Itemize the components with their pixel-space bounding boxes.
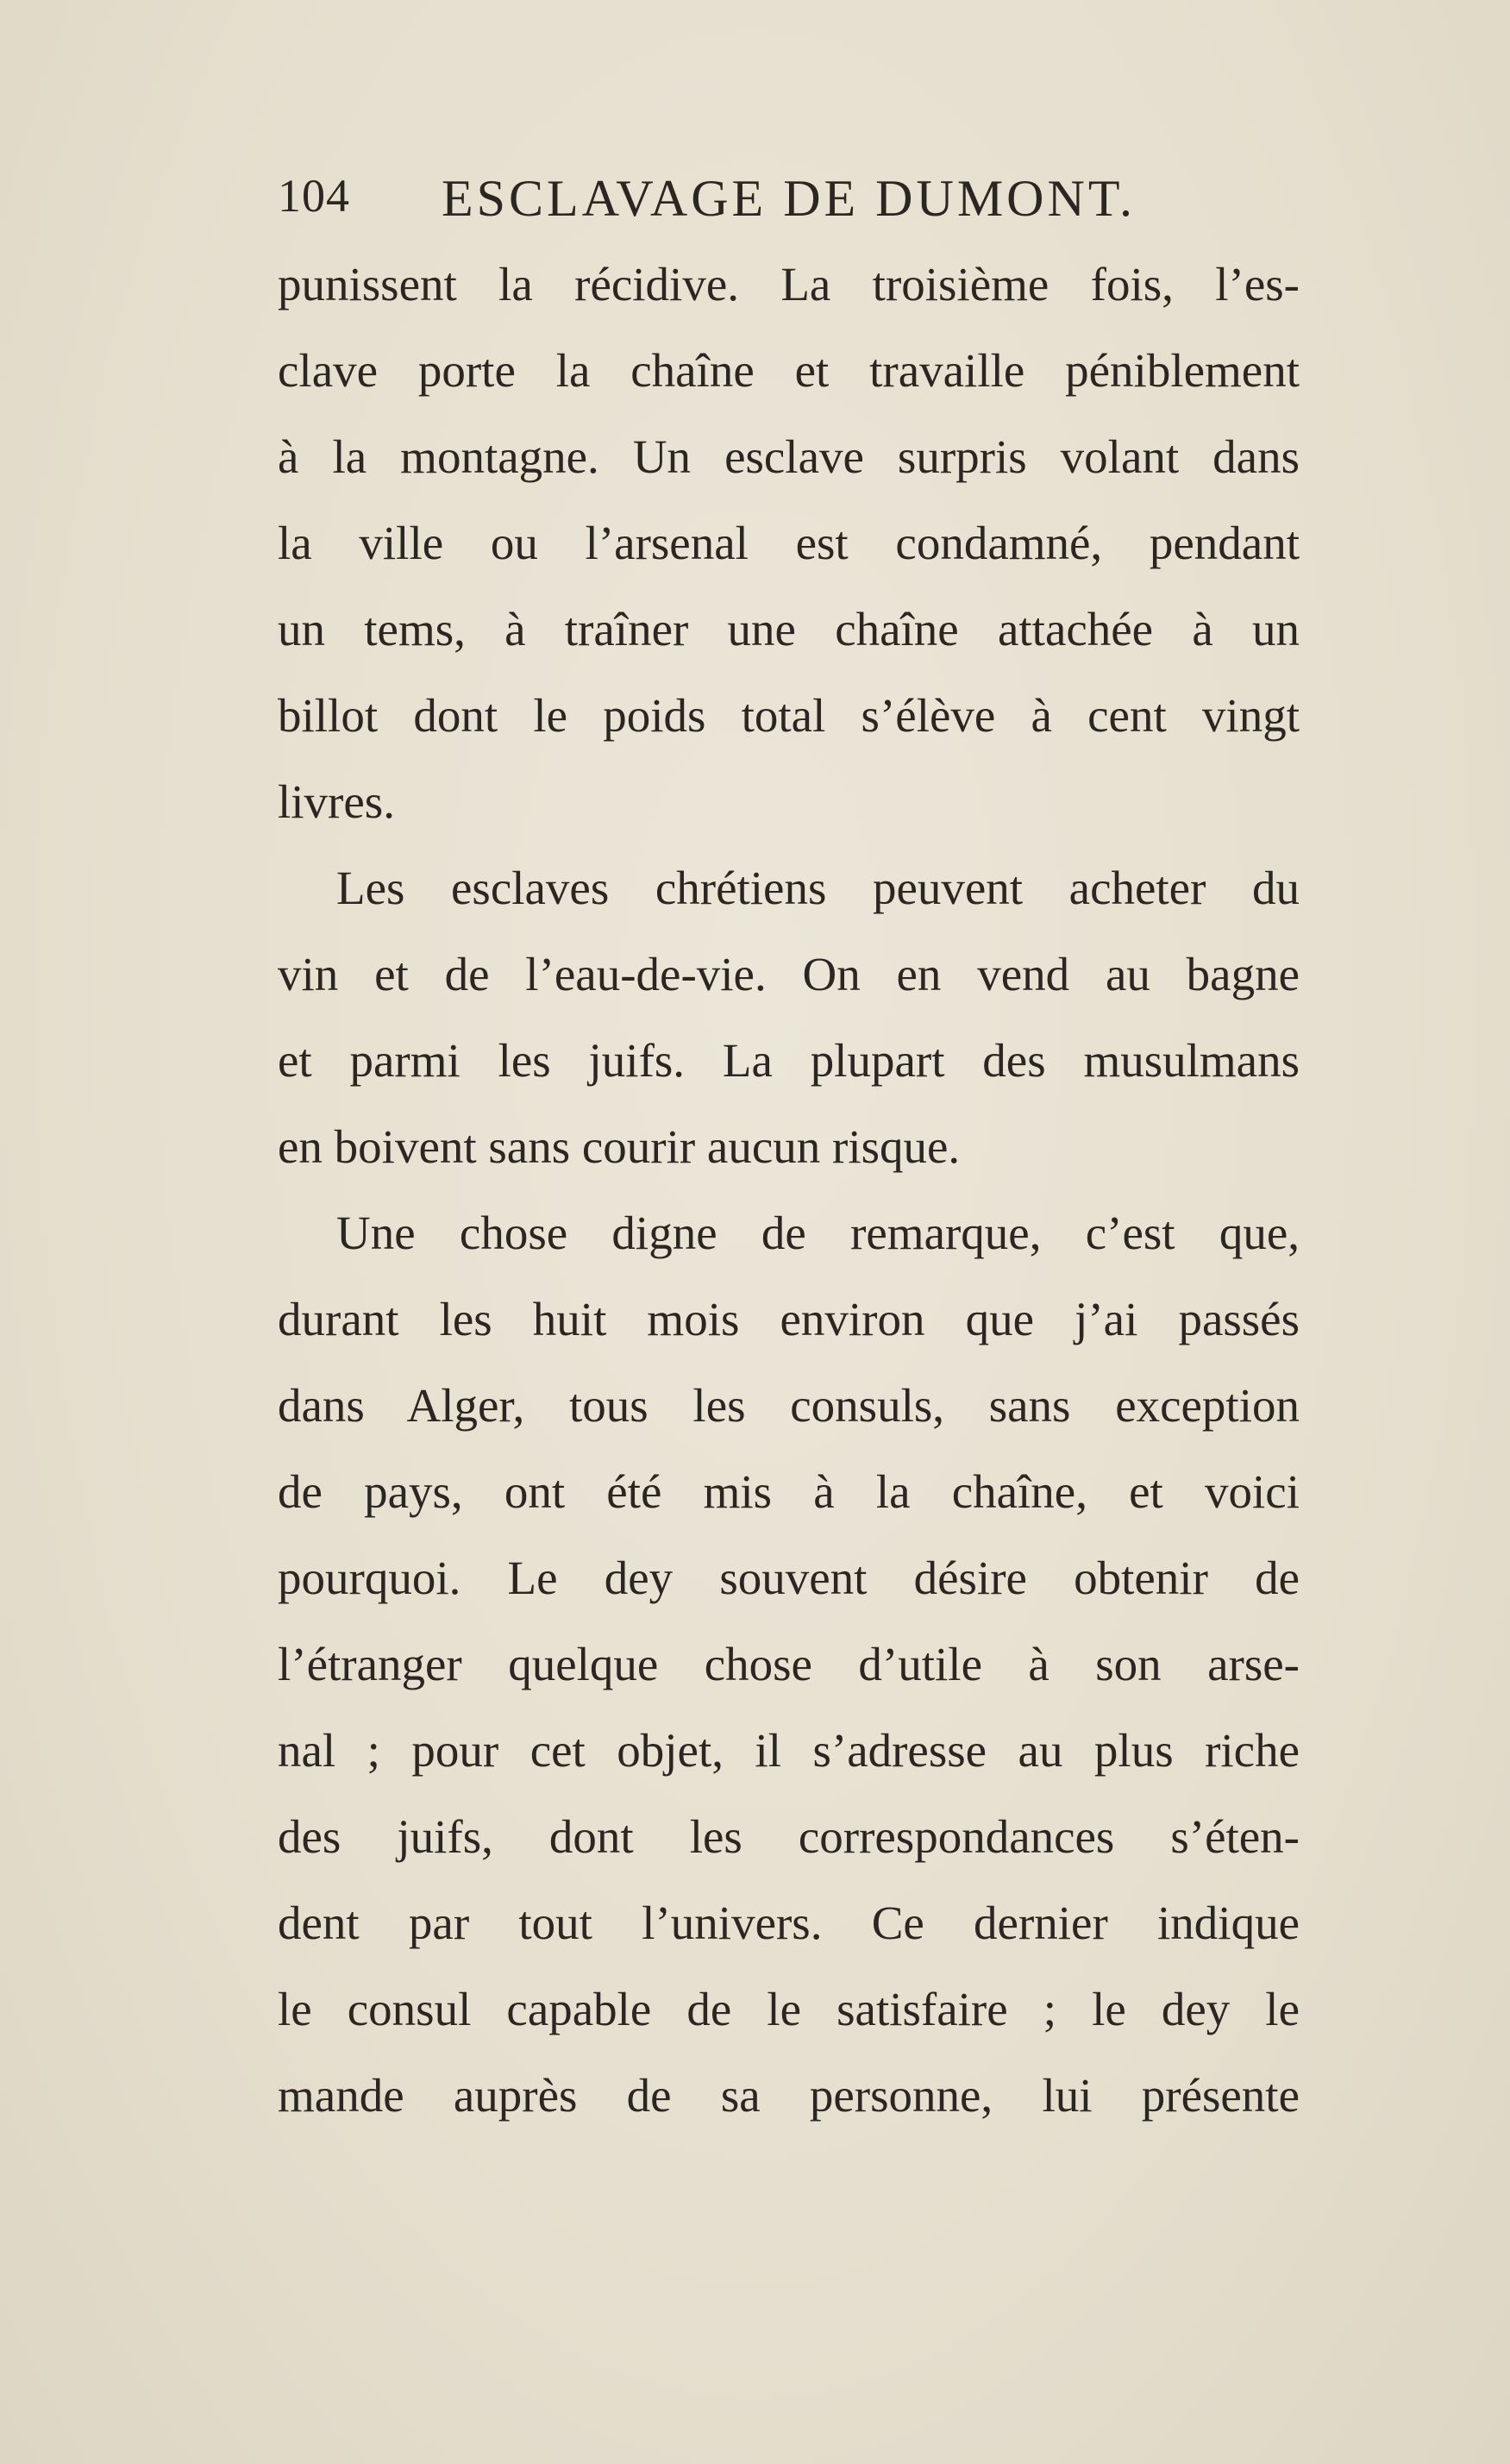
text-line: dent par tout l’univers. Ce dernier indique: [278, 1897, 1300, 1949]
text-line: mande auprès de sa personne, lui présente: [278, 2069, 1300, 2122]
text-line: punissent la récidive. La troisième fois, l’es-: [278, 258, 1300, 310]
text-line: pourquoi. Le dey souvent désire obtenir de: [278, 1552, 1300, 1604]
text-line: nal ; pour cet objet, il s’adresse au plus riche: [278, 1724, 1300, 1777]
text-line: des juifs, dont les correspondances s’éten-: [278, 1810, 1300, 1863]
text-line: en boivent sans courir aucun risque.: [278, 1120, 961, 1173]
body-text: [278, 241, 1300, 2139]
text-line: de pays, ont été mis à la chaîne, et voici: [278, 1465, 1300, 1518]
text-line: un tems, à traîner une chaîne attachée à un: [278, 603, 1300, 655]
running-title: ESCLAVAGE DE DUMONT.: [442, 170, 1137, 227]
text-line: à la montagne. Un esclave surpris volant dans: [278, 430, 1300, 483]
text-line: le consul capable de le satisfaire ; le dey le: [278, 1983, 1300, 2035]
page-number: 104: [278, 170, 350, 222]
text-line: dans Alger, tous les consuls, sans exception: [278, 1379, 1300, 1432]
text-line: durant les huit mois environ que j’ai passés: [278, 1293, 1300, 1345]
paragraph-start-line: Une chose digne de remarque, c’est que,: [336, 1207, 1300, 1259]
text-line: livres.: [278, 775, 395, 828]
text-line: clave porte la chaîne et travaille péniblement: [278, 344, 1300, 397]
text-line: billot dont le poids total s’élève à cent vingt: [278, 689, 1300, 742]
text-line: l’étranger quelque chose d’utile à son arse-: [278, 1638, 1300, 1690]
text-line: et parmi les juifs. La plupart des musulmans: [278, 1034, 1300, 1087]
running-head: [278, 169, 1313, 238]
paragraph-start-line: Les esclaves chrétiens peuvent acheter du: [336, 862, 1300, 914]
text-line: la ville ou l’arsenal est condamné, pendant: [278, 517, 1300, 569]
text-line: vin et de l’eau-de-vie. On en vend au bagne: [278, 948, 1300, 1000]
